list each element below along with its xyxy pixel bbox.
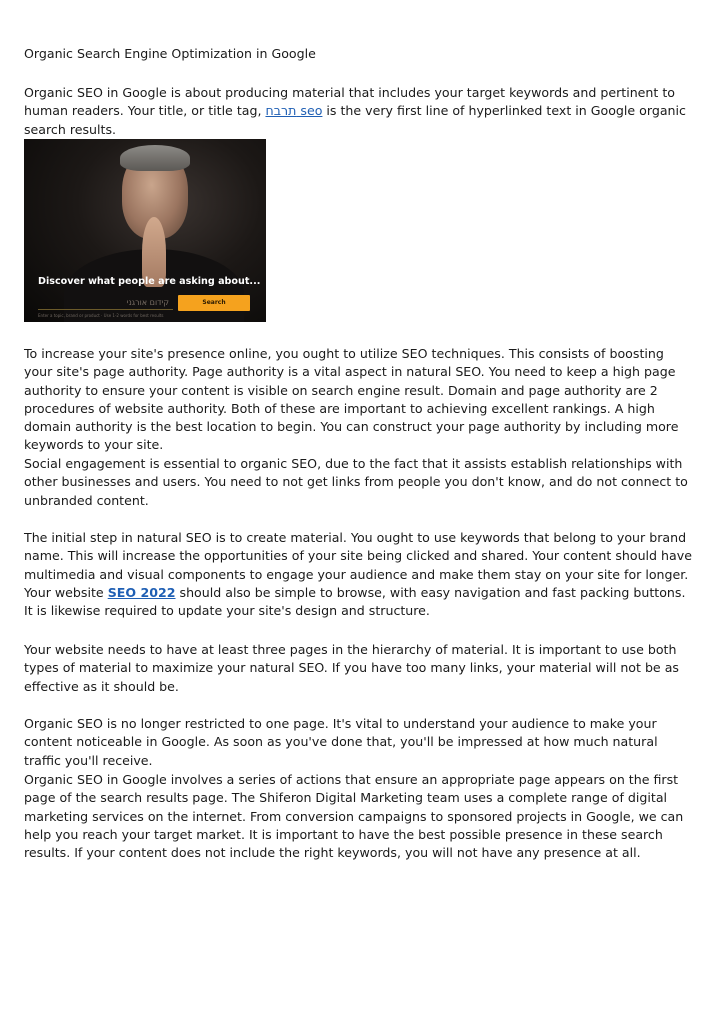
hero-caption: Enter a topic, brand or product · Use 1-2 words for best results xyxy=(38,313,164,318)
page-title: Organic Search Engine Optimization in Google xyxy=(24,46,316,61)
hero-search-button: Search xyxy=(178,295,250,311)
intro-paragraph xyxy=(24,84,696,139)
p3-text-before: The initial step in natural SEO is to create material. You ought to use keywords that belong to your brand name. This will increase the opportunities of your site being clicked and shared. Your content should have multimedia and visual components to engage your audience and make them stay on your site for longer. Your website xyxy=(24,530,692,600)
paragraph-hierarchy: Your website needs to have at least three pages in the hierarchy of material. It is important to use both types of material to maximize your natural SEO. If you have too many links, your material will not be as effective as it should be. xyxy=(24,642,679,694)
paragraph-page-authority: To increase your site's presence online, you ought to utilize SEO techniques. This consists of boosting your site's page authority. Page authority is a vital aspect in natural SEO. You need to keep a high page authority to ensure your content is visible on search engine result. Domain and page authority are 2 procedures of website authority. Both of these are important to achieving excellent rankings. A high domain authority is the best location to begin. You can construct your page authority by including more keywords to your site. xyxy=(24,346,679,453)
paragraph-social-engagement: Social engagement is essential to organic SEO, due to the fact that it assists establish relationships with other businesses and users. You need to not get links from people you don't know, and do not connect to unbranded content. xyxy=(24,456,688,508)
paragraph-audience: Organic SEO is no longer restricted to one page. It's vital to understand your audience to make your content noticeable in Google. As soon as you've done that, you'll be impressed at how much natural traffic you'll receive. xyxy=(24,716,658,768)
intro-text-after: is the very first line of hyperlinked text in Google organic search results. xyxy=(24,103,686,137)
p3-text-after: should also be simple to browse, with easy navigation and fast packing buttons. It is likewise required to update your site's design and structure. xyxy=(24,584,686,619)
hero-image xyxy=(24,139,266,322)
intro-text-before: Organic SEO in Google is about producing material that includes your target keywords and pertinent to human readers. Your title, or title tag, xyxy=(24,85,676,119)
hebrew-seo-link[interactable]: תרבח seo xyxy=(265,103,323,119)
seo-2022-link[interactable]: SEO 2022 xyxy=(107,584,176,600)
hero-headline: Discover what people are asking about... xyxy=(38,276,261,287)
hero-person-hair xyxy=(120,145,190,171)
paragraph-search-results: Organic SEO in Google involves a series of actions that ensure an appropriate page appears on the first page of the search results page. The Shiferon Digital Marketing team uses a complete range of digital marketing services on the internet. From conversion campaigns to sponsored projects in Google, we can help you reach your target market. It is important to have the best possible presence in these search results. If your content does not include the right keywords, you will not have any presence at all. xyxy=(24,772,684,861)
hero-search-input: קידום אורגני xyxy=(38,295,173,310)
paragraph-create-material xyxy=(24,529,696,620)
